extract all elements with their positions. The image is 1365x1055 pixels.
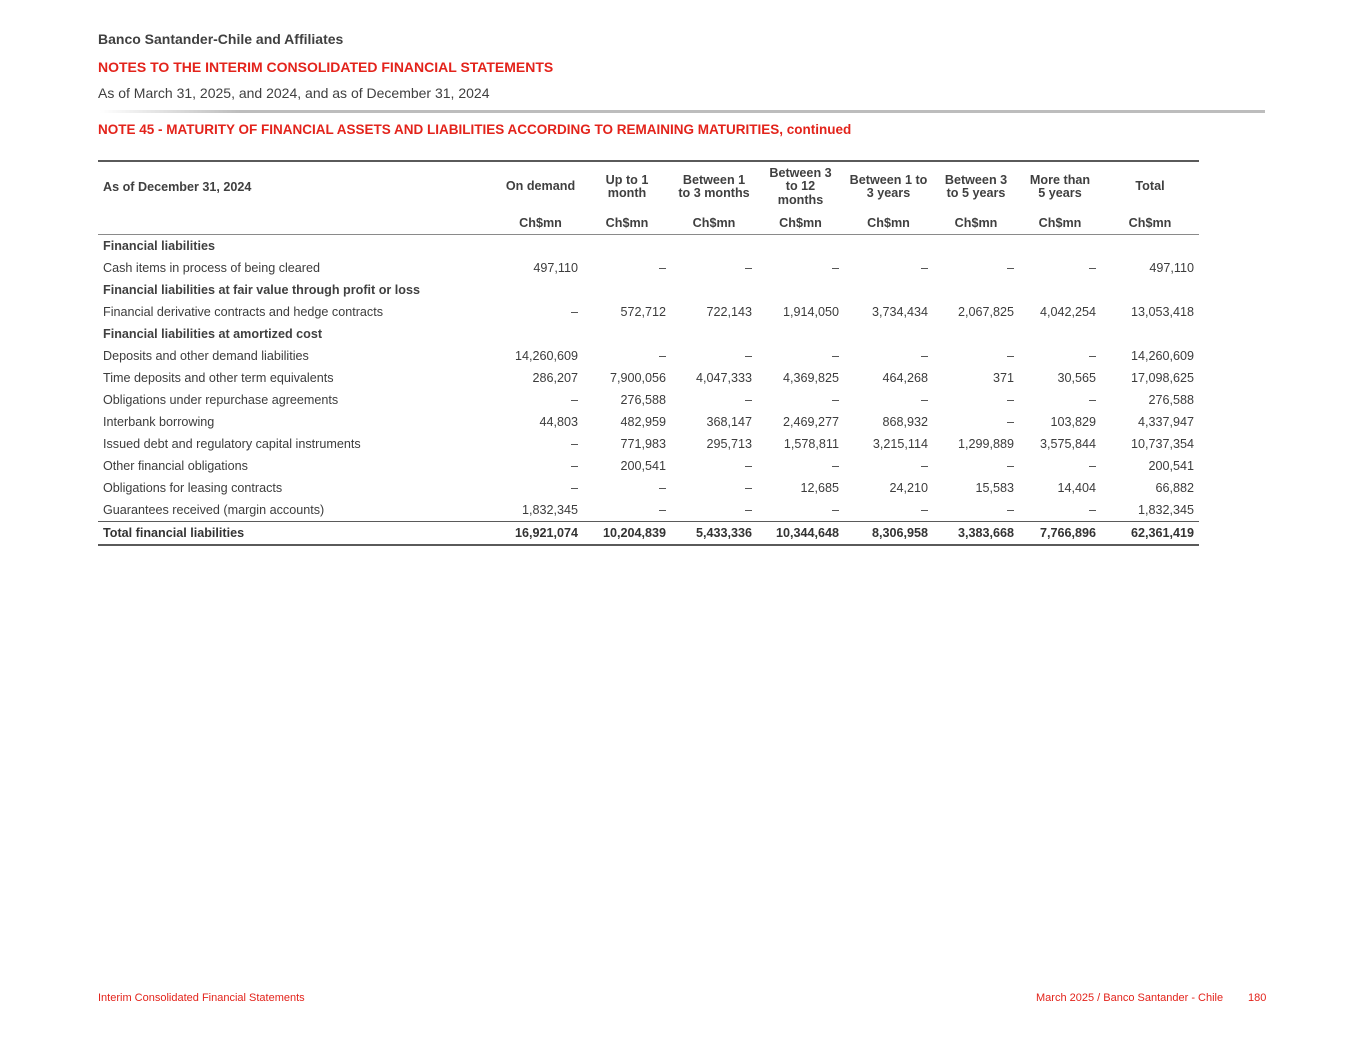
col-header-up-to-1-month: Up to 1 month bbox=[605, 172, 649, 200]
table-cell: 295,713 bbox=[706, 437, 752, 451]
row-label: Cash items in process of being cleared bbox=[103, 261, 321, 275]
total-cell: 10,344,648 bbox=[757, 522, 844, 546]
table-cell: 15,583 bbox=[975, 481, 1014, 495]
table-cell bbox=[844, 323, 933, 345]
table-cell bbox=[844, 235, 933, 258]
table-cell: – bbox=[744, 459, 752, 473]
total-label: Total financial liabilities bbox=[98, 522, 498, 546]
table-row bbox=[98, 477, 1199, 499]
table-cell: – bbox=[1006, 393, 1014, 407]
table-cell: 10,737,354 bbox=[1130, 437, 1194, 451]
table-cell: – bbox=[744, 481, 752, 495]
table-cell: 2,469,277 bbox=[782, 415, 839, 429]
maturity-table bbox=[98, 160, 1199, 546]
footer-period-bank: March 2025 / Banco Santander - Chile bbox=[1036, 992, 1224, 1004]
table-cell: – bbox=[831, 459, 839, 473]
table-cell: – bbox=[570, 481, 578, 495]
table-cell: 44,803 bbox=[539, 415, 578, 429]
total-cell: 8,306,958 bbox=[844, 522, 933, 546]
table-cell: 722,143 bbox=[706, 305, 752, 319]
table-cell bbox=[844, 279, 933, 301]
table-cell: 1,299,889 bbox=[957, 437, 1014, 451]
table-cell: – bbox=[1006, 415, 1014, 429]
table-cell: 497,110 bbox=[1149, 261, 1194, 275]
table-cell: 4,337,947 bbox=[1137, 415, 1194, 429]
table-cell: 4,042,254 bbox=[1039, 305, 1096, 319]
table-cell bbox=[498, 235, 583, 258]
table-section-row bbox=[98, 279, 1199, 301]
table-cell: – bbox=[658, 261, 666, 275]
footer-document-title: Interim Consolidated Financial Statements bbox=[98, 992, 305, 1004]
row-label: Deposits and other demand liabilities bbox=[103, 349, 309, 363]
table-cell: – bbox=[744, 349, 752, 363]
col-header-on-demand: On demand bbox=[505, 179, 576, 194]
table-cell: – bbox=[1088, 349, 1096, 363]
unit-label: Ch$mn bbox=[1101, 212, 1199, 235]
table-cell bbox=[757, 279, 844, 301]
table-cell: – bbox=[570, 305, 578, 319]
table-cell bbox=[1101, 235, 1199, 258]
table-cell bbox=[1019, 323, 1101, 345]
table-cell bbox=[933, 323, 1019, 345]
table-cell: – bbox=[920, 503, 928, 517]
row-label: Time deposits and other term equivalents bbox=[103, 371, 334, 385]
unit-label: Ch$mn bbox=[671, 212, 757, 235]
row-label: Issued debt and regulatory capital instruments bbox=[103, 437, 361, 451]
table-row bbox=[98, 389, 1199, 411]
table-cell bbox=[498, 323, 583, 345]
unit-label: Ch$mn bbox=[498, 212, 583, 235]
row-label: Guarantees received (margin accounts) bbox=[103, 503, 325, 517]
table-cell: 17,098,625 bbox=[1130, 371, 1194, 385]
company-name: Banco Santander-Chile and Affiliates bbox=[98, 31, 344, 47]
col-header-total: Total bbox=[1135, 179, 1165, 194]
table-cell: 200,541 bbox=[620, 459, 666, 473]
table-section-row bbox=[98, 323, 1199, 345]
table-cell: 66,882 bbox=[1155, 481, 1194, 495]
table-cell: – bbox=[831, 503, 839, 517]
table-cell: 200,541 bbox=[1148, 459, 1194, 473]
table-cell: 368,147 bbox=[706, 415, 752, 429]
table-cell: – bbox=[831, 349, 839, 363]
table-cell: – bbox=[831, 261, 839, 275]
table-cell: 482,959 bbox=[620, 415, 666, 429]
table-cell: 4,369,825 bbox=[782, 371, 839, 385]
table-row bbox=[98, 367, 1199, 389]
table-cell bbox=[583, 235, 671, 258]
table-cell: 3,575,844 bbox=[1039, 437, 1096, 451]
table-cell: 103,829 bbox=[1050, 415, 1096, 429]
table-cell: – bbox=[1088, 393, 1096, 407]
note-title: NOTE 45 - MATURITY OF FINANCIAL ASSETS AND LIABILITIES ACCORDING TO REMAINING MATURITIES, continued bbox=[98, 122, 852, 137]
table-cell: – bbox=[1088, 261, 1096, 275]
table-cell: – bbox=[570, 459, 578, 473]
unit-label: Ch$mn bbox=[757, 212, 844, 235]
total-cell: 3,383,668 bbox=[933, 522, 1019, 546]
total-cell: 5,433,336 bbox=[671, 522, 757, 546]
table-cell: 14,260,609 bbox=[1130, 349, 1194, 363]
total-cell: 7,766,896 bbox=[1019, 522, 1101, 546]
table-cell bbox=[498, 279, 583, 301]
table-cell: – bbox=[1006, 459, 1014, 473]
row-label: Obligations for leasing contracts bbox=[103, 481, 283, 495]
table-cell bbox=[671, 235, 757, 258]
table-cell bbox=[757, 235, 844, 258]
table-cell bbox=[583, 279, 671, 301]
table-cell: 13,053,418 bbox=[1130, 305, 1194, 319]
table-cell: 868,932 bbox=[882, 415, 928, 429]
row-label: Financial liabilities bbox=[103, 239, 215, 253]
table-row bbox=[98, 499, 1199, 522]
table-cell: – bbox=[1006, 349, 1014, 363]
row-label: Financial liabilities at amortized cost bbox=[103, 327, 323, 341]
table-cell: – bbox=[920, 459, 928, 473]
table-cell: – bbox=[1088, 503, 1096, 517]
total-cell: 10,204,839 bbox=[583, 522, 671, 546]
table-cell: 12,685 bbox=[800, 481, 839, 495]
total-cell: 16,921,074 bbox=[498, 522, 583, 546]
unit-label: Ch$mn bbox=[1019, 212, 1101, 235]
table-cell: 1,832,345 bbox=[521, 503, 578, 517]
notes-title: NOTES TO THE INTERIM CONSOLIDATED FINANCIAL STATEMENTS bbox=[98, 59, 554, 75]
table-cell: 3,734,434 bbox=[871, 305, 928, 319]
col-header-3-to-12-months: Between 3 to 12 months bbox=[769, 165, 832, 207]
table-cell: 30,565 bbox=[1057, 371, 1096, 385]
table-cell: – bbox=[920, 261, 928, 275]
table-cell: – bbox=[1088, 459, 1096, 473]
table-cell: – bbox=[744, 261, 752, 275]
table-cell: 1,578,811 bbox=[783, 437, 839, 451]
table-cell: – bbox=[658, 349, 666, 363]
table-cell: – bbox=[570, 437, 578, 451]
col-header-1-to-3-months: Between 1 to 3 months bbox=[678, 172, 750, 200]
period-subtitle: As of March 31, 2025, and 2024, and as of December 31, 2024 bbox=[98, 85, 490, 101]
table-row bbox=[98, 301, 1199, 323]
unit-row bbox=[98, 212, 1199, 235]
row-label: Financial liabilities at fair value through profit or loss bbox=[103, 283, 420, 297]
row-label: Other financial obligations bbox=[103, 459, 248, 473]
table-cell: – bbox=[570, 393, 578, 407]
col-header-3-to-5-years: Between 3 to 5 years bbox=[944, 172, 1008, 200]
table-cell: 572,712 bbox=[620, 305, 666, 319]
table-row bbox=[98, 345, 1199, 367]
table-cell bbox=[933, 235, 1019, 258]
table-row bbox=[98, 455, 1199, 477]
table-cell: – bbox=[744, 393, 752, 407]
table-cell: – bbox=[920, 393, 928, 407]
table-cell: 14,260,609 bbox=[514, 349, 578, 363]
table-cell: 7,900,056 bbox=[609, 371, 666, 385]
table-cell bbox=[1019, 279, 1101, 301]
total-cell: 62,361,419 bbox=[1101, 522, 1199, 546]
table-cell: 4,047,333 bbox=[695, 371, 752, 385]
table-row bbox=[98, 257, 1199, 279]
table-cell: 276,588 bbox=[620, 393, 666, 407]
table-row bbox=[98, 411, 1199, 433]
table-cell bbox=[583, 323, 671, 345]
table-cell: 497,110 bbox=[533, 261, 578, 275]
col-header-more-than-5-years: More than 5 years bbox=[1029, 172, 1091, 200]
table-cell: – bbox=[658, 503, 666, 517]
table-cell bbox=[671, 279, 757, 301]
table-cell: 14,404 bbox=[1057, 481, 1096, 495]
column-header-row bbox=[98, 161, 1199, 212]
table-cell bbox=[1101, 323, 1199, 345]
row-label: Financial derivative contracts and hedge contracts bbox=[103, 305, 384, 319]
row-label: Obligations under repurchase agreements bbox=[103, 393, 339, 407]
table-cell: 286,207 bbox=[532, 371, 578, 385]
table-cell bbox=[1019, 235, 1101, 258]
table-cell: 276,588 bbox=[1148, 393, 1194, 407]
table-cell: 771,983 bbox=[620, 437, 666, 451]
table-cell: 371 bbox=[992, 371, 1014, 385]
table-title: As of December 31, 2024 bbox=[103, 180, 252, 194]
header-divider bbox=[100, 110, 1265, 113]
table-cell: – bbox=[658, 481, 666, 495]
table-cell: – bbox=[744, 503, 752, 517]
table-cell: – bbox=[920, 349, 928, 363]
table-cell: 1,832,345 bbox=[1137, 503, 1194, 517]
page-number: 180 bbox=[1248, 992, 1267, 1004]
table-cell: 2,067,825 bbox=[957, 305, 1014, 319]
table-cell: 24,210 bbox=[889, 481, 928, 495]
table-cell: 464,268 bbox=[882, 371, 928, 385]
row-label: Interbank borrowing bbox=[103, 415, 215, 429]
table-cell: – bbox=[1006, 261, 1014, 275]
table-cell bbox=[933, 279, 1019, 301]
table-total-row bbox=[98, 522, 1199, 546]
table-section-row bbox=[98, 235, 1199, 258]
table-cell: – bbox=[1006, 503, 1014, 517]
table-cell bbox=[1101, 279, 1199, 301]
table-cell: – bbox=[831, 393, 839, 407]
unit-label: Ch$mn bbox=[583, 212, 671, 235]
table-row bbox=[98, 433, 1199, 455]
unit-label: Ch$mn bbox=[844, 212, 933, 235]
table-cell: 1,914,050 bbox=[782, 305, 839, 319]
table-cell: 3,215,114 bbox=[872, 437, 928, 451]
table-cell bbox=[671, 323, 757, 345]
unit-label: Ch$mn bbox=[933, 212, 1019, 235]
table-cell bbox=[757, 323, 844, 345]
col-header-1-to-3-years: Between 1 to 3 years bbox=[849, 172, 928, 200]
